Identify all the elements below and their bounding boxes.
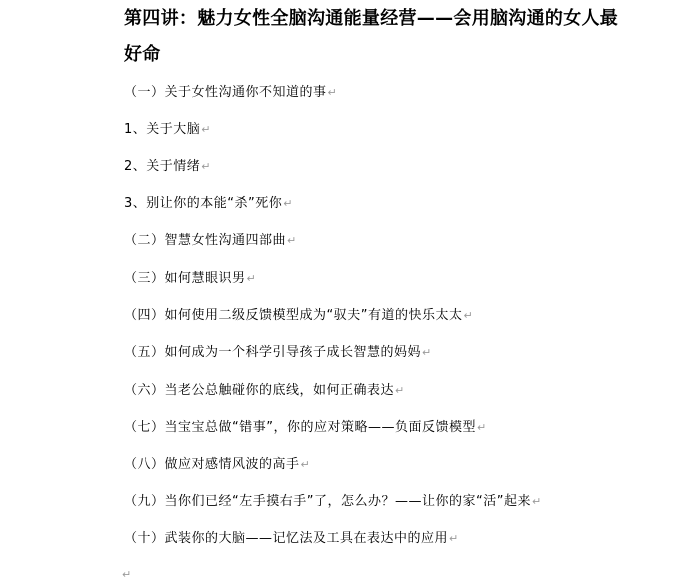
outline-item-1 (124, 84, 337, 102)
outline-item-text: （一）关于女性沟通你不知道的事 (124, 85, 327, 100)
outline-item-text: 2、关于情绪 (124, 159, 201, 174)
outline-item-text: 3、别让你的本能“杀”死你 (124, 196, 283, 211)
outline-item-10 (124, 419, 487, 437)
paragraph-mark-icon: ↵ (327, 86, 338, 99)
paragraph-mark-icon: ↵ (476, 421, 487, 434)
outline-item-text: （六）当老公总触碰你的底线，如何正确表达 (124, 383, 395, 398)
outline-item-9 (124, 382, 405, 400)
outline-item-3 (124, 158, 211, 176)
outline-item-11 (124, 456, 310, 474)
paragraph-mark-icon: ↵ (531, 495, 542, 508)
outline-item-8 (124, 344, 432, 362)
outline-item-5 (124, 232, 297, 250)
outline-item-text: （七）当宝宝总做“错事”，你的应对策略——负面反馈模型 (124, 420, 476, 435)
lecture-title-text-2: 好命 (124, 44, 161, 65)
empty-paragraph-mark-icon: ↵ (122, 568, 132, 581)
paragraph-mark-icon: ↵ (283, 197, 293, 210)
outline-item-7 (124, 307, 473, 325)
paragraph-mark-icon: ↵ (246, 272, 257, 285)
outline-item-6 (124, 270, 256, 288)
outline-item-text: （三）如何慧眼识男 (124, 271, 246, 286)
outline-item-text: （八）做应对感情风波的高手 (124, 457, 300, 472)
outline-item-4 (124, 195, 293, 213)
paragraph-mark-icon: ↵ (395, 384, 405, 397)
lecture-title-line-1 (124, 8, 624, 30)
outline-item-text: （四）如何使用二级反馈模型成为“驭夫”有道的快乐太太 (124, 308, 463, 323)
paragraph-mark-icon: ↵ (449, 532, 459, 545)
outline-item-text: （十）武装你的大脑——记忆法及工具在表达中的应用 (124, 531, 449, 546)
paragraph-mark-icon: ↵ (463, 309, 474, 322)
paragraph-mark-icon: ↵ (287, 234, 297, 247)
outline-item-2 (124, 121, 211, 139)
paragraph-mark-icon: ↵ (300, 458, 311, 471)
outline-item-text: （九）当你们已经“左手摸右手”了，怎么办？——让你的家“活”起来 (124, 494, 531, 509)
lecture-title-text-1: 第四讲：魅力女性全脑沟通能量经营——会用脑沟通的女人最 (124, 8, 619, 29)
paragraph-mark-icon: ↵ (422, 346, 432, 359)
outline-item-text: （五）如何成为一个科学引导孩子成长智慧的妈妈 (124, 345, 422, 360)
outline-item-text: （二）智慧女性沟通四部曲 (124, 233, 287, 248)
outline-item-text: 1、关于大脑 (124, 122, 201, 137)
paragraph-mark-icon: ↵ (201, 160, 211, 173)
paragraph-mark-icon: ↵ (201, 123, 211, 136)
lecture-title-line-2 (124, 44, 624, 66)
outline-item-13 (124, 530, 459, 548)
outline-item-12 (124, 493, 542, 511)
